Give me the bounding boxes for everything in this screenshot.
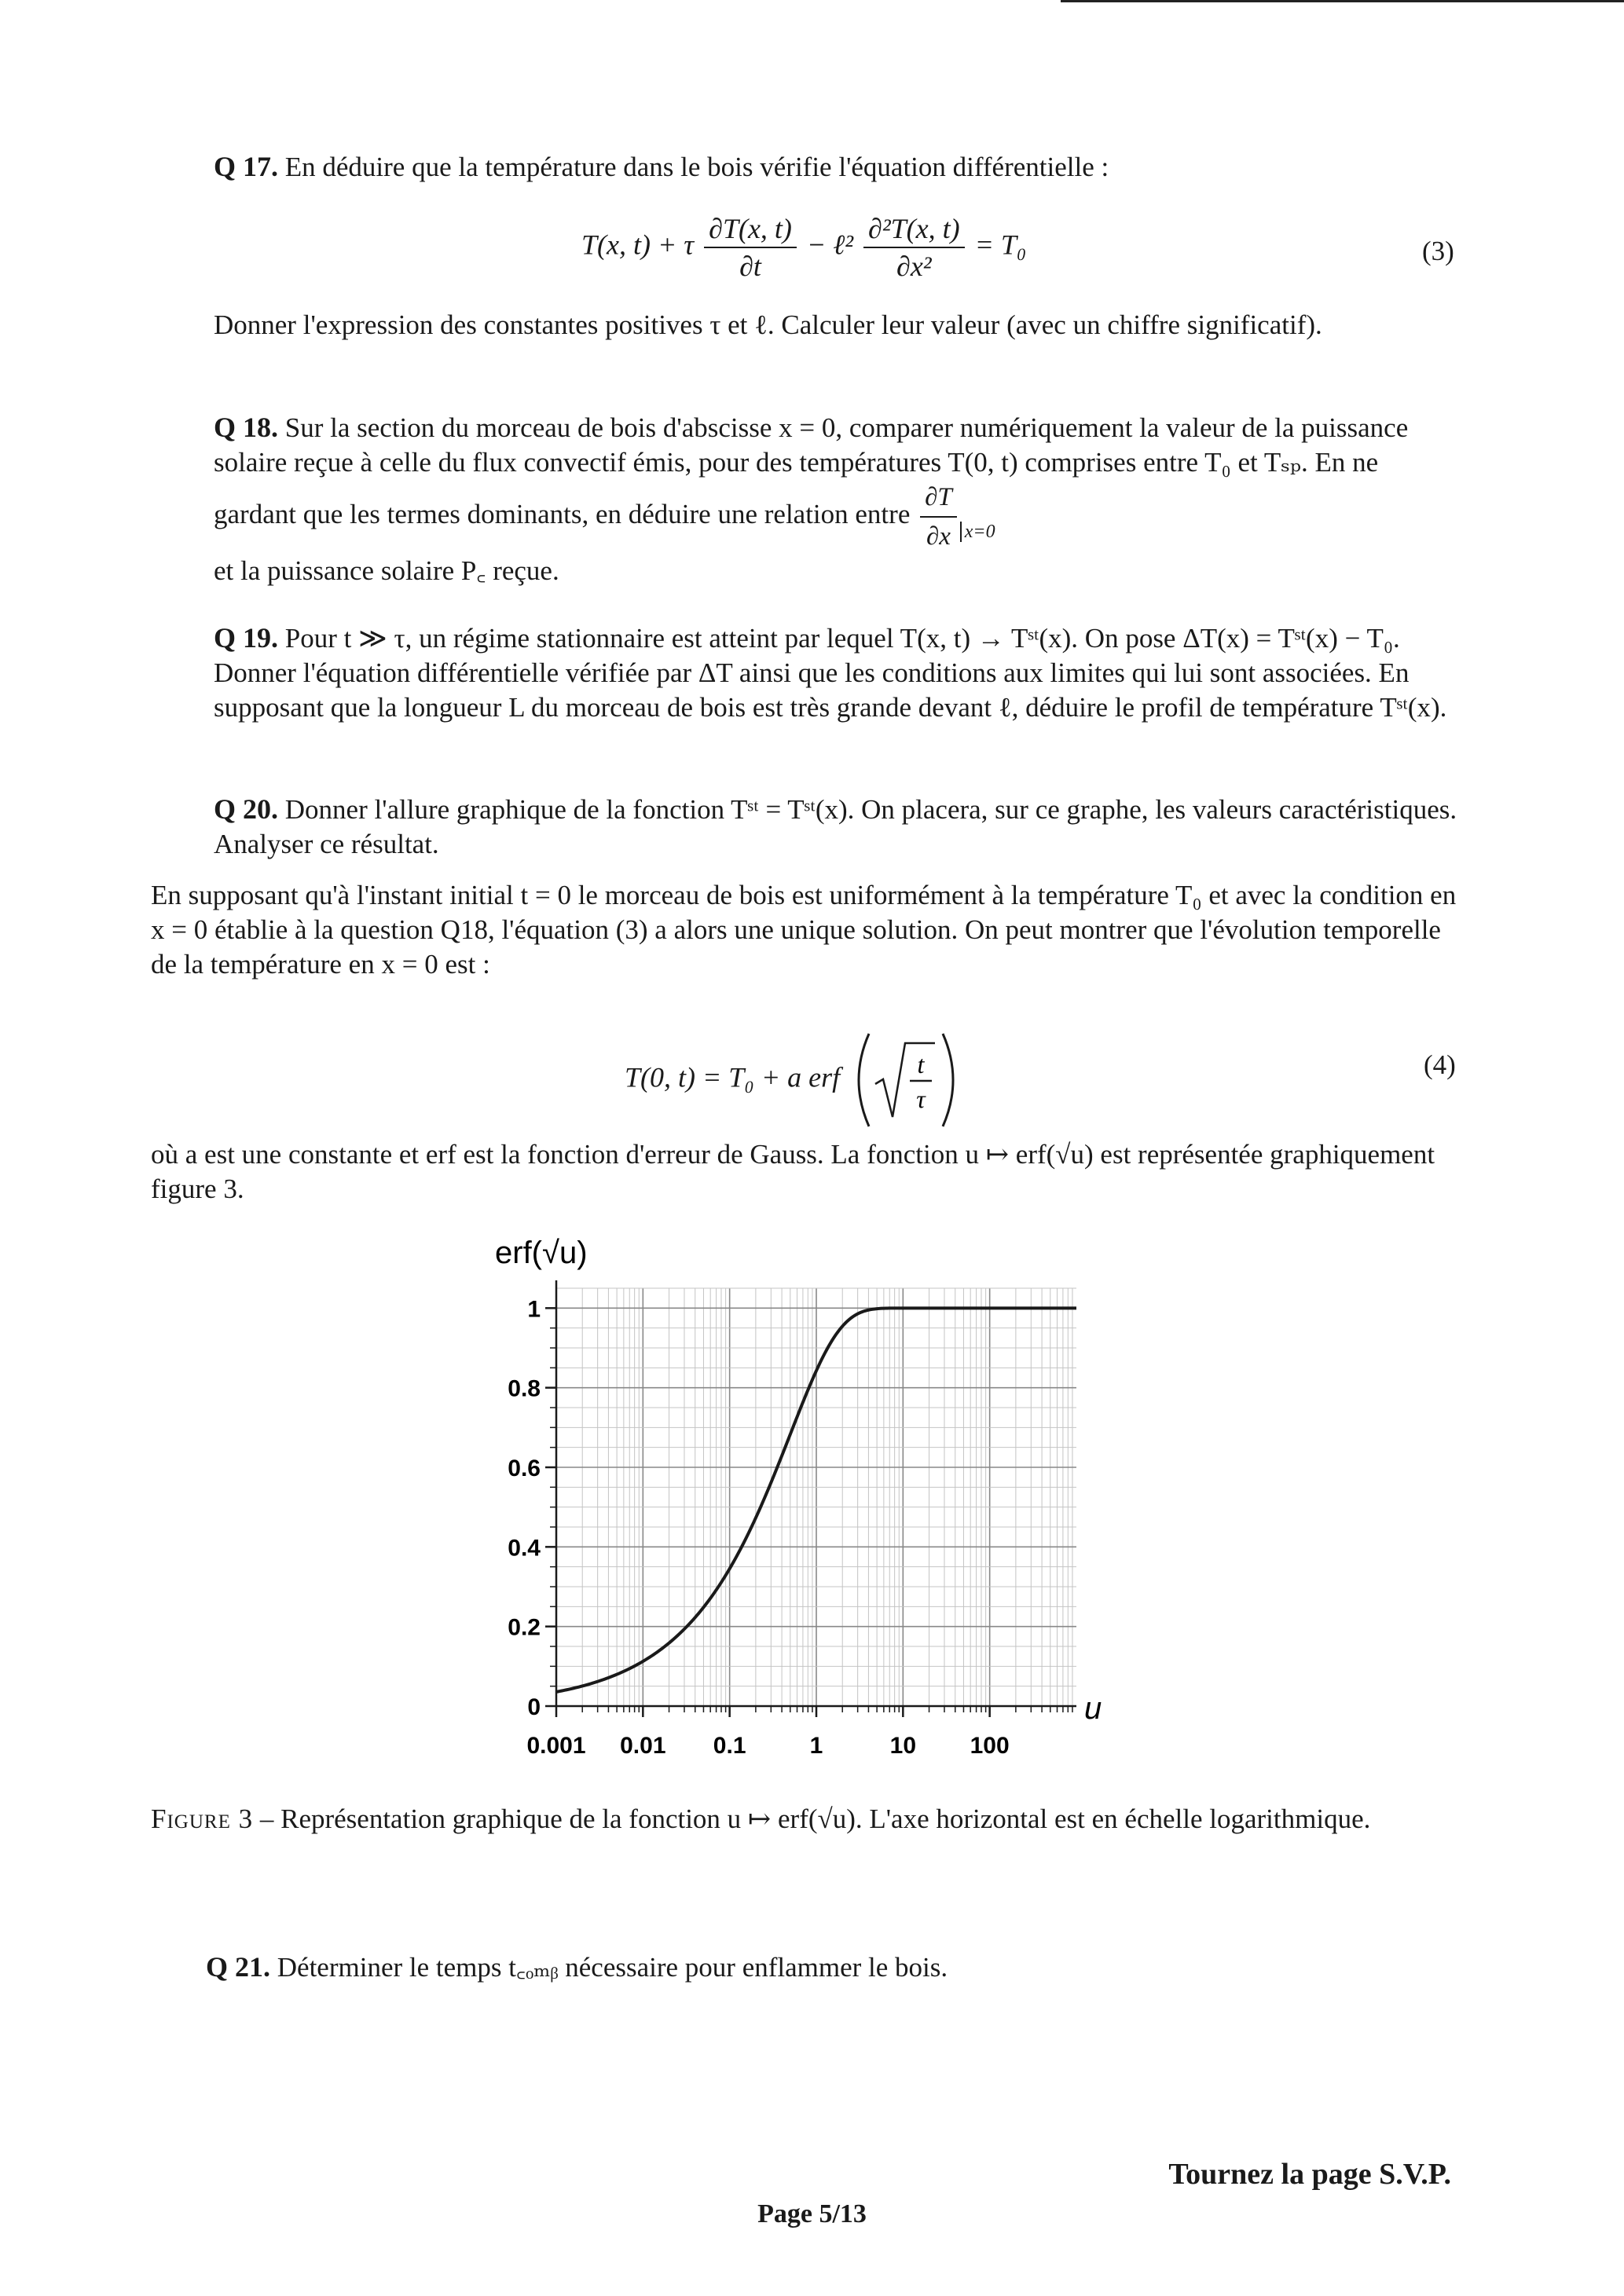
y-tick-label: 0.8 <box>508 1375 541 1402</box>
eq4-right-paren <box>943 1034 953 1126</box>
q17-intro-text: En déduire que la température dans le bois vérifie l'équation différentielle : <box>284 152 1109 182</box>
y-tick-label: 0 <box>527 1694 541 1720</box>
q19-block <box>214 621 1467 725</box>
q21-label: Q 21. <box>206 1951 271 1983</box>
x-tick-label: 0.01 <box>620 1733 666 1759</box>
eq3-frac1-den: ∂t <box>739 251 761 282</box>
chart-xlabel: u <box>1084 1691 1102 1726</box>
figure-caption <box>151 1802 1467 1836</box>
q20-text: Donner l'allure graphique de la fonction Tˢᵗ = Tˢᵗ(x). On placera, sur ce graphe, les valeurs caractéristiques. Analyser ce résultat. <box>214 794 1457 859</box>
q18-block <box>214 410 1467 588</box>
eq4-number: (4) <box>1424 1049 1456 1080</box>
q18-label: Q 18. <box>214 412 279 443</box>
eq4-sqrt-group <box>847 1029 965 1131</box>
q19-text: Pour t ≫ τ, un régime stationnaire est atteint par lequel T(x, t) → Tˢᵗ(x). On pose ΔT(x) = Tˢᵗ(x) − T₀. Donner l'équation différentielle vérifiée par ΔT ainsi que les conditions aux limites qui lui sont associées. En supposant que la longueur L du morceau de bois est très grande devant ℓ, déduire le profil de température Tˢᵗ(x). <box>214 623 1447 723</box>
chart-ylabel: erf(√u) <box>495 1236 588 1270</box>
equation-3 <box>581 212 1026 283</box>
q17-text: Donner l'expression des constantes positives τ et ℓ. Calculer leur valeur (avec un chiffre significatif). <box>214 309 1322 340</box>
q18-derivative <box>920 480 957 554</box>
x-tick-label: 0.001 <box>526 1733 586 1759</box>
top-rule <box>1061 0 1624 2</box>
x-tick-label: 10 <box>889 1733 917 1759</box>
eq3-frac1-num: ∂T(x, t) <box>704 212 797 248</box>
eq3-frac1 <box>704 212 797 283</box>
x-tick-label: 100 <box>970 1733 1010 1759</box>
eq3-lhs: T(x, t) + τ <box>581 229 695 261</box>
q18-deriv-num: ∂T <box>920 480 957 518</box>
figure-caption-text: Représentation graphique de la fonction u ↦ erf(√u). L'axe horizontal est en échelle logarithmique. <box>280 1803 1371 1834</box>
eq4-sqrt-num: t <box>917 1050 925 1078</box>
equation-4 <box>625 1029 965 1131</box>
figure-dash: – <box>259 1803 274 1834</box>
q21-block <box>206 1950 1459 1985</box>
eq4-intro: En supposant qu'à l'instant initial t = 0 le morceau de bois est uniformément à la température T₀ et avec la condition en x = 0 établie à la question Q18, l'équation (3) a alors une unique solution. On peut montrer que l'évolution temporelle de la température en x = 0 est : <box>151 880 1457 980</box>
y-tick-label: 0.4 <box>508 1535 541 1562</box>
eq3-frac2-den: ∂x² <box>896 251 932 282</box>
eq4-sqrt-den: τ <box>916 1085 926 1113</box>
q17-label: Q 17. <box>214 151 279 182</box>
chart-grid <box>556 1288 1076 1706</box>
turn-page-note: Tournez la page S.V.P. <box>1168 2158 1451 2191</box>
q21-text: Déterminer le temps t꜀ₒₘᵦ nécessaire pour enflammer le bois. <box>277 1952 948 1983</box>
q19-label: Q 19. <box>214 622 279 654</box>
q18-deriv-sub: x=0 <box>960 522 995 542</box>
erf-chart <box>471 1225 1147 1775</box>
q18-deriv-den: ∂x <box>926 522 951 551</box>
y-tick-label: 0.2 <box>508 1614 541 1641</box>
eq3-frac2-num: ∂²T(x, t) <box>863 212 965 248</box>
q17-intro <box>214 149 1471 185</box>
eq3-frac2 <box>863 212 965 283</box>
figure-label: Figure 3 <box>151 1803 254 1834</box>
eq3-number: (3) <box>1422 236 1454 266</box>
x-tick-label: 1 <box>809 1733 823 1759</box>
q18-text: Sur la section du morceau de bois d'abscisse x = 0, comparer numériquement la valeur de la puissance solaire reçue à celle du flux convectif émis, pour des températures T(0, t) comprises entre T₀ et Tₛₚ. En ne gardant que les termes dominants, en déduire une relation entre <box>214 412 1409 530</box>
q18-text-end: et la puissance solaire P꜀ reçue. <box>214 555 559 586</box>
q20-label: Q 20. <box>214 793 279 825</box>
y-tick-label: 0.6 <box>508 1456 541 1481</box>
y-tick-label: 1 <box>527 1296 541 1323</box>
q20-block <box>214 792 1467 862</box>
eq3-minus: − ℓ² <box>806 229 854 261</box>
eq4-lhs: T(0, t) = T₀ + a erf <box>625 1061 841 1093</box>
page-number: Page 5/13 <box>757 2199 867 2228</box>
eq4-left-paren <box>859 1034 869 1126</box>
eq4-after: où a est une constante et erf est la fonction d'erreur de Gauss. La fonction u ↦ erf(√u) est représentée graphiquement figure 3. <box>151 1139 1435 1204</box>
x-tick-label: 0.1 <box>713 1733 746 1759</box>
eq3-rhs: = T₀ <box>974 229 1027 261</box>
